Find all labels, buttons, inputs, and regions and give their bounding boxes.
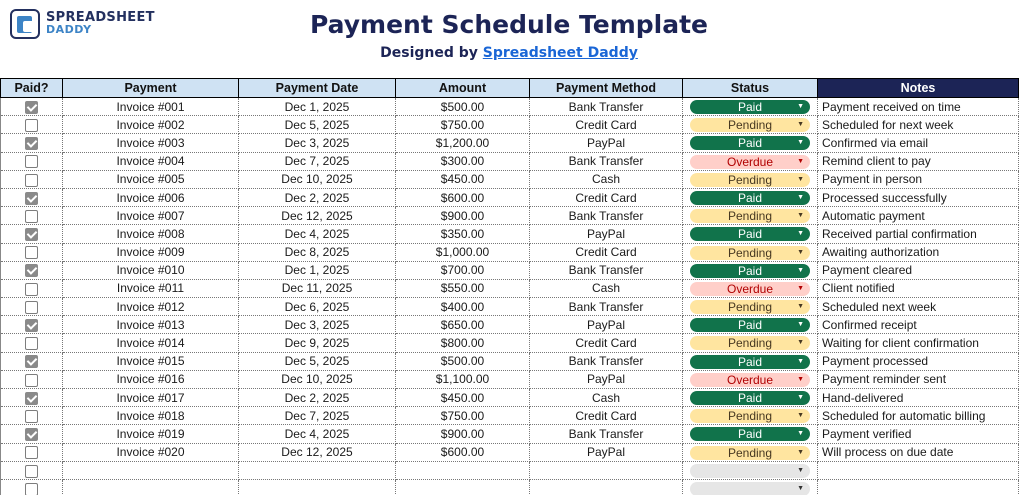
dropdown-arrow-icon[interactable]: ▼ bbox=[797, 412, 804, 420]
paid-cell bbox=[1, 279, 63, 297]
status-cell bbox=[683, 334, 818, 352]
table-row bbox=[1, 188, 1019, 206]
payment-cell[interactable]: Invoice #013 bbox=[63, 316, 239, 334]
payment-date-cell[interactable]: Dec 10, 2025 bbox=[239, 370, 396, 388]
logo-line2: DADDY bbox=[46, 23, 92, 36]
status-cell bbox=[683, 207, 818, 225]
notes-cell[interactable]: Awaiting authorization bbox=[818, 243, 1019, 261]
page-subtitle bbox=[0, 45, 1018, 61]
payment-method-cell[interactable]: PayPal bbox=[530, 316, 683, 334]
notes-cell[interactable]: Automatic payment bbox=[818, 207, 1019, 225]
paid-cell bbox=[1, 207, 63, 225]
payment-cell[interactable]: Invoice #015 bbox=[63, 352, 239, 370]
table-row bbox=[1, 479, 1019, 495]
status-dropdown[interactable] bbox=[690, 355, 810, 369]
dropdown-arrow-icon[interactable]: ▼ bbox=[797, 375, 804, 383]
table-row bbox=[1, 207, 1019, 225]
payment-date-cell[interactable]: Dec 11, 2025 bbox=[239, 279, 396, 297]
col-header-payment-method[interactable]: Payment Method bbox=[530, 79, 683, 98]
payment-method-cell[interactable]: Bank Transfer bbox=[530, 207, 683, 225]
paid-checkbox[interactable] bbox=[25, 264, 38, 277]
payment-date-cell[interactable]: Dec 4, 2025 bbox=[239, 225, 396, 243]
paid-cell bbox=[1, 389, 63, 407]
payment-method-cell[interactable]: Bank Transfer bbox=[530, 261, 683, 279]
col-header-payment[interactable]: Payment bbox=[63, 79, 239, 98]
status-cell bbox=[683, 461, 818, 479]
payment-cell[interactable]: Invoice #012 bbox=[63, 298, 239, 316]
status-dropdown[interactable] bbox=[690, 427, 810, 441]
payment-method-cell[interactable]: Bank Transfer bbox=[530, 298, 683, 316]
amount-cell[interactable]: $350.00 bbox=[396, 225, 530, 243]
dropdown-arrow-icon[interactable]: ▼ bbox=[797, 139, 804, 147]
dropdown-arrow-icon[interactable]: ▼ bbox=[797, 394, 804, 401]
payment-method-cell[interactable]: Bank Transfer bbox=[530, 425, 683, 443]
status-dropdown[interactable] bbox=[690, 173, 810, 187]
amount-cell[interactable]: $400.00 bbox=[396, 298, 530, 316]
dropdown-arrow-icon[interactable]: ▼ bbox=[797, 357, 804, 365]
payment-cell[interactable]: Invoice #004 bbox=[63, 152, 239, 170]
notes-cell[interactable]: Client notified bbox=[818, 279, 1019, 297]
payment-cell[interactable]: Invoice #007 bbox=[63, 207, 239, 225]
payment-date-cell[interactable]: Dec 7, 2025 bbox=[239, 407, 396, 425]
status-dropdown[interactable] bbox=[690, 100, 810, 114]
paid-checkbox[interactable] bbox=[25, 355, 38, 368]
table-row bbox=[1, 261, 1019, 279]
table-row bbox=[1, 279, 1019, 297]
page-title: Payment Schedule Template bbox=[310, 10, 708, 39]
status-label: Pending bbox=[727, 209, 773, 224]
paid-cell bbox=[1, 479, 63, 495]
table-row bbox=[1, 461, 1019, 479]
paid-checkbox[interactable] bbox=[25, 392, 38, 405]
col-header-amount[interactable]: Amount bbox=[396, 79, 530, 98]
status-dropdown[interactable] bbox=[690, 336, 810, 350]
status-dropdown[interactable] bbox=[690, 118, 810, 132]
payment-cell[interactable]: Invoice #019 bbox=[63, 425, 239, 443]
dropdown-arrow-icon[interactable]: ▼ bbox=[797, 266, 804, 274]
dropdown-arrow-icon[interactable]: ▼ bbox=[797, 448, 804, 456]
paid-checkbox[interactable] bbox=[25, 174, 38, 187]
payment-date-cell[interactable]: Dec 12, 2025 bbox=[239, 207, 396, 225]
status-cell bbox=[683, 370, 818, 388]
payment-method-cell[interactable]: PayPal bbox=[530, 225, 683, 243]
status-dropdown[interactable] bbox=[690, 264, 810, 278]
dropdown-arrow-icon[interactable]: ▼ bbox=[797, 339, 804, 347]
dropdown-arrow-icon[interactable]: ▼ bbox=[797, 212, 804, 220]
paid-cell bbox=[1, 461, 63, 479]
payment-method-cell[interactable]: Bank Transfer bbox=[530, 352, 683, 370]
payment-method-cell[interactable]: Credit Card bbox=[530, 334, 683, 352]
payment-cell[interactable]: Invoice #020 bbox=[63, 443, 239, 461]
paid-checkbox[interactable] bbox=[25, 374, 38, 387]
payment-date-cell[interactable]: Dec 4, 2025 bbox=[239, 425, 396, 443]
status-cell bbox=[683, 443, 818, 461]
payment-date-cell[interactable] bbox=[239, 479, 396, 495]
payment-method-cell[interactable]: PayPal bbox=[530, 370, 683, 388]
status-dropdown[interactable] bbox=[690, 282, 810, 296]
payment-method-cell[interactable]: PayPal bbox=[530, 443, 683, 461]
paid-checkbox[interactable] bbox=[25, 101, 38, 114]
amount-cell[interactable] bbox=[396, 479, 530, 495]
paid-cell bbox=[1, 243, 63, 261]
dropdown-arrow-icon[interactable]: ▼ bbox=[797, 175, 804, 183]
status-label: Paid bbox=[737, 391, 763, 405]
dropdown-arrow-icon[interactable]: ▼ bbox=[797, 430, 804, 438]
status-cell bbox=[683, 316, 818, 334]
paid-cell bbox=[1, 425, 63, 443]
payment-method-cell[interactable] bbox=[530, 461, 683, 479]
paid-checkbox[interactable] bbox=[25, 192, 38, 205]
table-row bbox=[1, 243, 1019, 261]
notes-cell[interactable]: Hand-delivered bbox=[818, 389, 1019, 407]
paid-cell bbox=[1, 370, 63, 388]
paid-checkbox[interactable] bbox=[25, 246, 38, 259]
status-label: Paid bbox=[737, 136, 763, 151]
table-row bbox=[1, 443, 1019, 461]
status-dropdown[interactable] bbox=[690, 318, 810, 332]
notes-cell[interactable]: Remind client to pay bbox=[818, 152, 1019, 170]
payment-date-cell[interactable]: Dec 6, 2025 bbox=[239, 298, 396, 316]
amount-cell[interactable]: $1,100.00 bbox=[396, 370, 530, 388]
payment-cell[interactable]: Invoice #009 bbox=[63, 243, 239, 261]
amount-cell[interactable]: $600.00 bbox=[396, 443, 530, 461]
status-cell bbox=[683, 116, 818, 134]
paid-checkbox[interactable] bbox=[25, 410, 38, 423]
status-cell bbox=[683, 479, 818, 495]
dropdown-arrow-icon[interactable]: ▼ bbox=[797, 466, 804, 474]
paid-cell bbox=[1, 152, 63, 170]
payment-date-cell[interactable]: Dec 3, 2025 bbox=[239, 316, 396, 334]
payment-date-cell[interactable]: Dec 5, 2025 bbox=[239, 116, 396, 134]
status-cell bbox=[683, 243, 818, 261]
paid-checkbox[interactable] bbox=[25, 301, 38, 314]
status-dropdown[interactable] bbox=[690, 300, 810, 314]
status-label: Pending bbox=[727, 445, 773, 460]
notes-cell[interactable]: Confirmed via email bbox=[818, 134, 1019, 152]
payment-cell[interactable]: Invoice #014 bbox=[63, 334, 239, 352]
paid-cell bbox=[1, 134, 63, 152]
paid-checkbox[interactable] bbox=[25, 283, 38, 296]
table-row bbox=[1, 334, 1019, 352]
amount-cell[interactable]: $900.00 bbox=[396, 425, 530, 443]
notes-cell[interactable] bbox=[818, 461, 1019, 479]
col-header-payment-date[interactable]: Payment Date bbox=[239, 79, 396, 98]
payment-cell[interactable]: Invoice #016 bbox=[63, 370, 239, 388]
notes-cell[interactable]: Scheduled for automatic billing bbox=[818, 407, 1019, 425]
paid-checkbox[interactable] bbox=[25, 119, 38, 132]
payment-method-cell[interactable]: Bank Transfer bbox=[530, 152, 683, 170]
paid-checkbox[interactable] bbox=[25, 446, 38, 459]
status-label: Paid bbox=[737, 427, 763, 442]
payment-date-cell[interactable] bbox=[239, 461, 396, 479]
paid-cell bbox=[1, 170, 63, 188]
paid-checkbox[interactable] bbox=[25, 228, 38, 241]
status-label: Pending bbox=[727, 172, 773, 187]
dropdown-arrow-icon[interactable]: ▼ bbox=[797, 321, 804, 329]
notes-cell[interactable]: Scheduled for next week bbox=[818, 116, 1019, 134]
status-label: Paid bbox=[737, 318, 763, 333]
status-cell bbox=[683, 134, 818, 152]
status-label: Paid bbox=[737, 354, 763, 369]
notes-cell[interactable]: Payment received on time bbox=[818, 98, 1019, 116]
amount-cell[interactable]: $1,200.00 bbox=[396, 134, 530, 152]
dropdown-arrow-icon[interactable]: ▼ bbox=[797, 103, 804, 110]
paid-checkbox[interactable] bbox=[25, 428, 38, 441]
payment-date-cell[interactable]: Dec 8, 2025 bbox=[239, 243, 396, 261]
payment-cell[interactable]: Invoice #002 bbox=[63, 116, 239, 134]
payment-method-cell[interactable]: Credit Card bbox=[530, 243, 683, 261]
table-row bbox=[1, 370, 1019, 388]
payment-method-cell[interactable]: Cash bbox=[530, 389, 683, 407]
table-row bbox=[1, 134, 1019, 152]
paid-cell bbox=[1, 443, 63, 461]
notes-cell[interactable] bbox=[818, 479, 1019, 495]
dropdown-arrow-icon[interactable]: ▼ bbox=[797, 248, 804, 256]
status-dropdown[interactable] bbox=[690, 464, 810, 478]
table-row bbox=[1, 170, 1019, 188]
payment-date-cell[interactable]: Dec 10, 2025 bbox=[239, 170, 396, 188]
notes-cell[interactable]: Payment cleared bbox=[818, 261, 1019, 279]
status-dropdown[interactable] bbox=[690, 136, 810, 150]
status-dropdown[interactable] bbox=[690, 482, 810, 495]
table-row bbox=[1, 425, 1019, 443]
status-cell bbox=[683, 425, 818, 443]
amount-cell[interactable]: $900.00 bbox=[396, 207, 530, 225]
table-row bbox=[1, 116, 1019, 134]
dropdown-arrow-icon[interactable]: ▼ bbox=[797, 193, 804, 201]
payment-cell[interactable] bbox=[63, 461, 239, 479]
amount-cell[interactable]: $450.00 bbox=[396, 170, 530, 188]
paid-cell bbox=[1, 334, 63, 352]
notes-cell[interactable]: Payment processed bbox=[818, 352, 1019, 370]
payment-date-cell[interactable]: Dec 9, 2025 bbox=[239, 334, 396, 352]
paid-cell bbox=[1, 298, 63, 316]
dropdown-arrow-icon[interactable]: ▼ bbox=[797, 121, 804, 129]
status-label: Paid bbox=[737, 227, 763, 242]
status-label: Paid bbox=[737, 100, 763, 114]
payment-cell[interactable] bbox=[63, 479, 239, 495]
paid-cell bbox=[1, 225, 63, 243]
col-header-status[interactable]: Status bbox=[683, 79, 818, 98]
paid-cell bbox=[1, 98, 63, 116]
payment-date-cell[interactable]: Dec 2, 2025 bbox=[239, 389, 396, 407]
payment-method-cell[interactable]: Bank Transfer bbox=[530, 98, 683, 116]
col-header-notes[interactable]: Notes bbox=[818, 79, 1019, 98]
status-label: Pending bbox=[727, 409, 773, 424]
notes-cell[interactable]: Payment reminder sent bbox=[818, 370, 1019, 388]
notes-cell[interactable]: Payment verified bbox=[818, 425, 1019, 443]
status-cell bbox=[683, 279, 818, 297]
payment-date-cell[interactable]: Dec 1, 2025 bbox=[239, 261, 396, 279]
status-cell bbox=[683, 261, 818, 279]
status-cell bbox=[683, 298, 818, 316]
payment-date-cell[interactable]: Dec 3, 2025 bbox=[239, 134, 396, 152]
payment-method-cell[interactable]: Credit Card bbox=[530, 188, 683, 206]
status-dropdown[interactable] bbox=[690, 373, 810, 387]
payment-cell[interactable]: Invoice #018 bbox=[63, 407, 239, 425]
payment-date-cell[interactable]: Dec 12, 2025 bbox=[239, 443, 396, 461]
amount-cell[interactable]: $500.00 bbox=[396, 98, 530, 116]
paid-checkbox[interactable] bbox=[25, 465, 38, 478]
payment-date-cell[interactable]: Dec 7, 2025 bbox=[239, 152, 396, 170]
payment-method-cell[interactable]: Cash bbox=[530, 279, 683, 297]
status-cell bbox=[683, 98, 818, 116]
status-cell bbox=[683, 407, 818, 425]
status-dropdown[interactable] bbox=[690, 209, 810, 223]
dropdown-arrow-icon[interactable]: ▼ bbox=[797, 230, 804, 238]
amount-cell[interactable]: $700.00 bbox=[396, 261, 530, 279]
amount-cell[interactable]: $750.00 bbox=[396, 407, 530, 425]
subtitle-prefix: Designed by bbox=[380, 45, 483, 61]
amount-cell[interactable]: $800.00 bbox=[396, 334, 530, 352]
table-row bbox=[1, 298, 1019, 316]
amount-cell[interactable]: $650.00 bbox=[396, 316, 530, 334]
table-row bbox=[1, 152, 1019, 170]
dropdown-arrow-icon[interactable]: ▼ bbox=[797, 157, 804, 165]
dropdown-arrow-icon[interactable]: ▼ bbox=[797, 484, 804, 492]
payment-method-cell[interactable]: Credit Card bbox=[530, 116, 683, 134]
payment-method-cell[interactable]: Credit Card bbox=[530, 407, 683, 425]
payment-cell[interactable]: Invoice #005 bbox=[63, 170, 239, 188]
status-cell bbox=[683, 352, 818, 370]
table-row bbox=[1, 98, 1019, 116]
amount-cell[interactable]: $500.00 bbox=[396, 352, 530, 370]
status-label: Overdue bbox=[726, 372, 774, 387]
notes-cell[interactable]: Payment in person bbox=[818, 170, 1019, 188]
paid-checkbox[interactable] bbox=[25, 210, 38, 223]
amount-cell[interactable]: $750.00 bbox=[396, 116, 530, 134]
status-label: Pending bbox=[727, 118, 773, 133]
header-row bbox=[1, 79, 1019, 98]
paid-checkbox[interactable] bbox=[25, 483, 38, 495]
paid-cell bbox=[1, 261, 63, 279]
dropdown-arrow-icon[interactable]: ▼ bbox=[797, 303, 804, 311]
table-row bbox=[1, 352, 1019, 370]
status-label: Overdue bbox=[726, 154, 774, 169]
amount-cell[interactable]: $450.00 bbox=[396, 389, 530, 407]
status-cell bbox=[683, 152, 818, 170]
notes-cell[interactable]: Processed successfully bbox=[818, 188, 1019, 206]
table-row bbox=[1, 316, 1019, 334]
payment-cell[interactable]: Invoice #011 bbox=[63, 279, 239, 297]
paid-checkbox[interactable] bbox=[25, 155, 38, 168]
payment-cell[interactable]: Invoice #006 bbox=[63, 188, 239, 206]
paid-checkbox[interactable] bbox=[25, 319, 38, 332]
table-row bbox=[1, 225, 1019, 243]
status-cell bbox=[683, 225, 818, 243]
status-label: Pending bbox=[727, 300, 773, 315]
paid-cell bbox=[1, 116, 63, 134]
amount-cell[interactable]: $300.00 bbox=[396, 152, 530, 170]
payment-date-cell[interactable]: Dec 1, 2025 bbox=[239, 98, 396, 116]
amount-cell[interactable]: $600.00 bbox=[396, 188, 530, 206]
amount-cell[interactable]: $550.00 bbox=[396, 279, 530, 297]
payment-table bbox=[0, 78, 1019, 495]
spreadsheet-daddy-link[interactable]: Spreadsheet Daddy bbox=[482, 45, 638, 61]
payment-cell[interactable]: Invoice #003 bbox=[63, 134, 239, 152]
status-label: Pending bbox=[727, 336, 773, 351]
paid-checkbox[interactable] bbox=[25, 337, 38, 350]
status-dropdown[interactable] bbox=[690, 155, 810, 169]
payment-date-cell[interactable]: Dec 2, 2025 bbox=[239, 188, 396, 206]
col-header-paid[interactable]: Paid? bbox=[1, 79, 63, 98]
payment-method-cell[interactable] bbox=[530, 479, 683, 495]
payment-cell[interactable]: Invoice #017 bbox=[63, 389, 239, 407]
status-dropdown[interactable] bbox=[690, 409, 810, 423]
payment-method-cell[interactable]: PayPal bbox=[530, 134, 683, 152]
paid-cell bbox=[1, 188, 63, 206]
notes-cell[interactable]: Waiting for client confirmation bbox=[818, 334, 1019, 352]
status-dropdown[interactable] bbox=[690, 191, 810, 205]
payment-date-cell[interactable]: Dec 5, 2025 bbox=[239, 352, 396, 370]
paid-cell bbox=[1, 316, 63, 334]
logo-line1: SPREADSHEET bbox=[46, 10, 155, 25]
paid-cell bbox=[1, 407, 63, 425]
status-cell bbox=[683, 389, 818, 407]
payment-cell[interactable]: Invoice #010 bbox=[63, 261, 239, 279]
notes-cell[interactable]: Received partial confirmation bbox=[818, 225, 1019, 243]
dropdown-arrow-icon[interactable]: ▼ bbox=[797, 284, 804, 292]
notes-cell[interactable]: Scheduled next week bbox=[818, 298, 1019, 316]
status-dropdown[interactable] bbox=[690, 391, 810, 405]
table-row bbox=[1, 389, 1019, 407]
status-dropdown[interactable] bbox=[690, 246, 810, 260]
status-dropdown[interactable] bbox=[690, 446, 810, 460]
status-cell bbox=[683, 188, 818, 206]
amount-cell[interactable] bbox=[396, 461, 530, 479]
notes-cell[interactable]: Will process on due date bbox=[818, 443, 1019, 461]
table-row bbox=[1, 407, 1019, 425]
status-label: Paid bbox=[737, 263, 763, 278]
paid-checkbox[interactable] bbox=[25, 137, 38, 150]
amount-cell[interactable]: $1,000.00 bbox=[396, 243, 530, 261]
status-label: Pending bbox=[727, 245, 773, 260]
status-label: Paid bbox=[737, 190, 763, 205]
status-label: Overdue bbox=[726, 281, 774, 296]
notes-cell[interactable]: Confirmed receipt bbox=[818, 316, 1019, 334]
status-cell bbox=[683, 170, 818, 188]
status-dropdown[interactable] bbox=[690, 227, 810, 241]
payment-cell[interactable]: Invoice #008 bbox=[63, 225, 239, 243]
paid-cell bbox=[1, 352, 63, 370]
payment-cell[interactable]: Invoice #001 bbox=[63, 98, 239, 116]
payment-method-cell[interactable]: Cash bbox=[530, 170, 683, 188]
